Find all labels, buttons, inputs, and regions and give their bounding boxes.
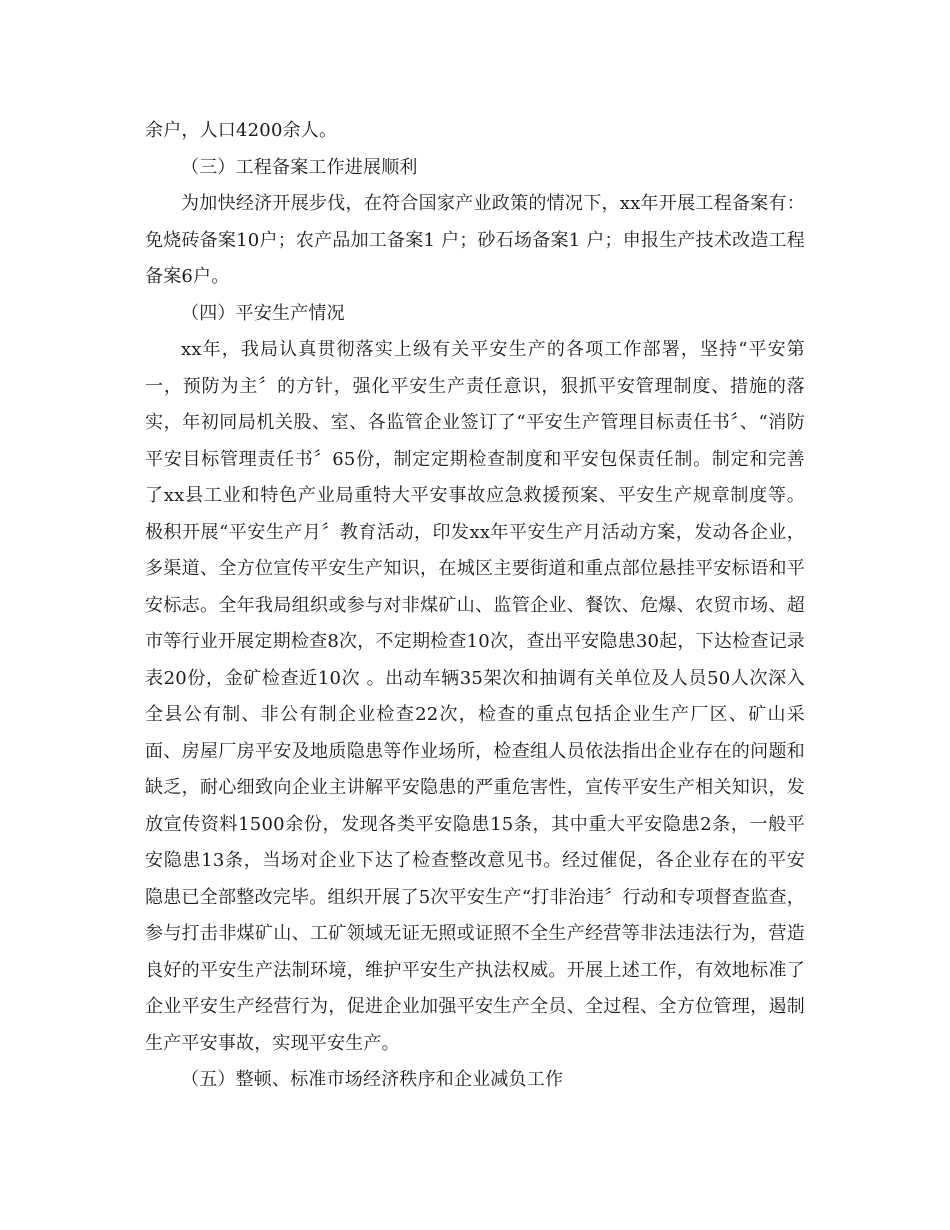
section-heading-3: （三）工程备案工作进展顺利 — [181, 156, 418, 178]
paragraph-continuation: 余户，人口4200余人。 — [145, 120, 338, 141]
section-heading-5: （五）整顿、标准市场经济秩序和企业减负工作 — [181, 1069, 564, 1090]
section-heading-4: （四）平安生产情况 — [181, 302, 345, 324]
document-body — [145, 113, 805, 1099]
paragraph-safety-production: xx年，我局认真贯彻落实上级有关平安生产的各项工作部署，坚持“平安第一，预防为主〞的方针，强化平安生产责任意识，狠抓平安管理制度、措施的落实，年初同局机关股、室、各监管企业签订了“平安生产管理目标责任书〞、“消防平安目标管理责任书〞65份，制定定期检查制度和平安包保责任制。制定和完善了xx县工业和特色产业局重特大平安事故应急救援预案、平安生产规章制度等。 极积开展“平安生产月〞教育活动，印发xx年平安生产月活动方案，发动各企业，多渠道、全方位宣传平安生产知识，在城区主要街道和重点部位悬挂平安标语和平安标志。全年我局组织或参与对非煤矿山、监管企业、餐饮、危爆、农贸市场、超市等行业开展定期检查8次，不定期检查10次，查出平安隐患30起，下达检查记录表20份，金矿检查近10次 。出动车辆35架次和抽调有关单位及人员50人次深入全县公有制、非公有制企业检查22次，检查的重点包括企业生产厂区、矿山采面、房屋厂房平安及地质隐患等作业场所，检查组人员依法指出企业存在的问题和缺乏，耐心细致向企业主讲解平安隐患的严重危害性，宣传平安生产相关知识，发放宣传资料1500余份，发现各类平安隐患15条，其中重大平安隐患2条，一般平安隐患13条，当场对企业下达了检查整改意见书。经过催促，各企业存在的平安隐患已全部整改完毕。组织开展了5次平安生产“打非治违〞行动和专项督查监查，参与打击非煤矿山、工矿领域无证无照或证照不全生产经营等非法违法行为，营造良好的平安生产法制环境，维护平安生产执法权威。开展上述工作，有效地标准了企业平安生产经营行为，促进企业加强平安生产全员、全过程、全方位管理，遏制生产平安事故，实现平安生产。 — [145, 339, 805, 1054]
paragraph-project-filing: 为加快经济开展步伐，在符合国家产业政策的情况下，xx年开展工程备案有：免烧砖备案10户；农产品加工备案1 户；砂石场备案1 户；申报生产技术改造工程备案6户。 — [145, 193, 805, 287]
